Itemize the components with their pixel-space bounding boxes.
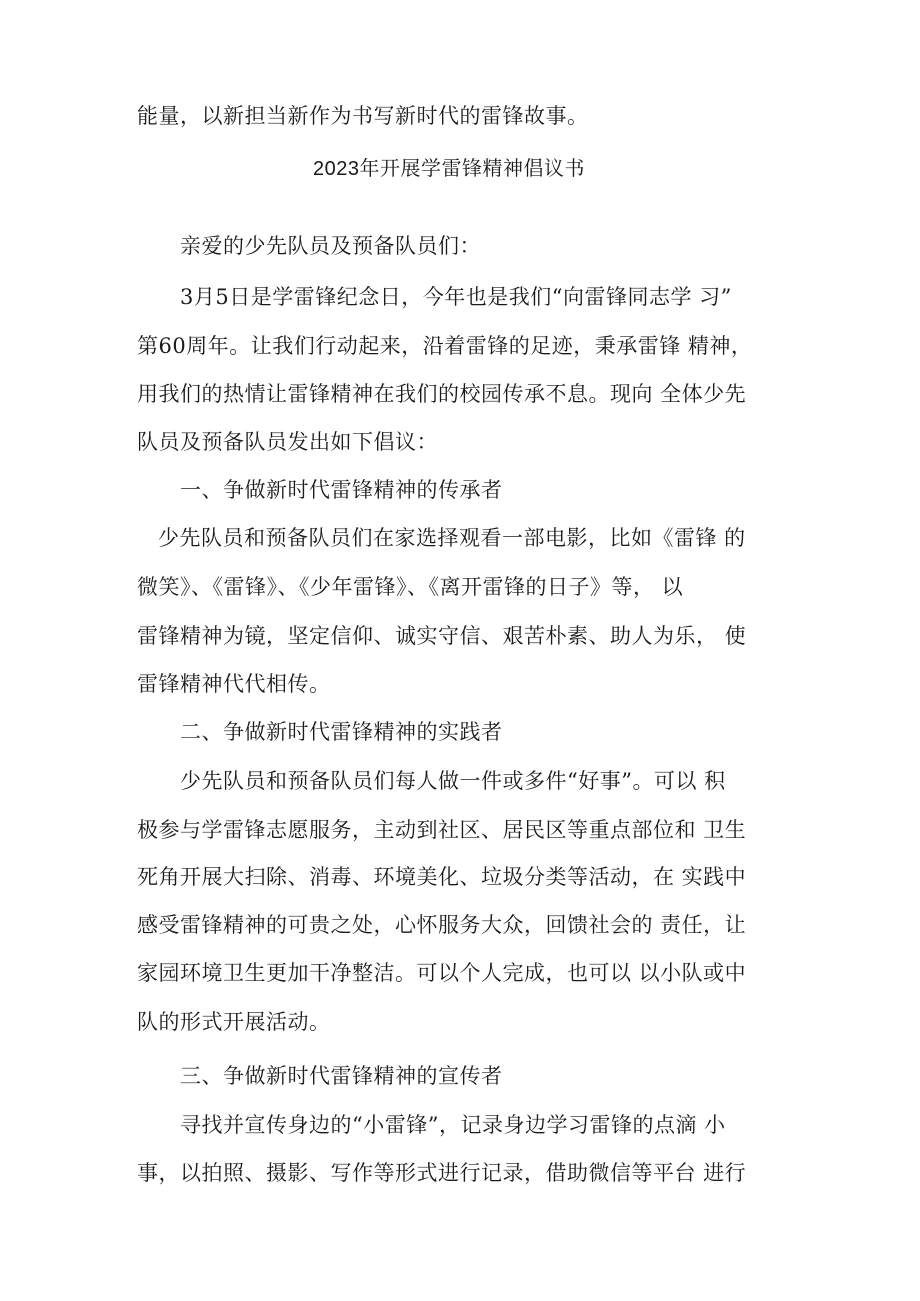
paragraph-line: 第60周年。让我们行动起来，沿着雷锋的足迹，秉承雷锋 精神， — [137, 334, 753, 358]
paragraph-line: 雷锋精神代代相传。 — [137, 672, 331, 696]
paragraph-line: 队员及预备队员发出如下倡议： — [137, 430, 438, 454]
paragraph-line: 3月5日是学雷锋纪念日，今年也是我们“向雷锋同志学 习” — [180, 285, 732, 309]
paragraph-line: 感受雷锋精神的可贵之处，心怀服务大众，回馈社会的 责任，让 — [137, 913, 747, 937]
paragraph-line: 死角开展大扫除、消毒、环境美化、垃圾分类等活动，在 实践中 — [137, 865, 747, 889]
paragraph-line: 雷锋精神为镜，坚定信仰、诚实守信、艰苦朴素、助人为乐， 使 — [137, 624, 747, 648]
section-heading: 二、争做新时代雷锋精神的实践者 — [180, 720, 503, 744]
paragraph-line: 家园环境卫生更加干净整洁。可以个人完成，也可以 以小队或中 — [137, 961, 747, 985]
document-title: 2023年开展学雷锋精神倡议书 — [313, 158, 585, 180]
paragraph-line: 少先队员和预备队员们在家选择观看一部电影，比如《雷锋 的 — [158, 526, 746, 550]
paragraph-line: 少先队员和预备队员们每人做一件或多件“好事”。可以 积 — [180, 769, 726, 793]
paragraph-line: 队的形式开展活动。 — [137, 1010, 331, 1034]
paragraph-line: 寻找并宣传身边的“小雷锋”，记录身边学习雷锋的点滴 小 — [180, 1113, 726, 1137]
paragraph-line: 用我们的热情让雷锋精神在我们的校园传承不息。现向 全体少先 — [137, 382, 747, 406]
salutation: 亲爱的少先队员及预备队员们： — [180, 234, 481, 258]
paragraph-line: 事，以拍照、摄影、写作等形式进行记录，借助微信等平台 进行 — [137, 1161, 747, 1185]
paragraph-line: 极参与学雷锋志愿服务，主动到社区、居民区等重点部位和 卫生 — [137, 818, 747, 842]
section-heading: 三、争做新时代雷锋精神的宣传者 — [180, 1064, 503, 1088]
section-heading: 一、争做新时代雷锋精神的传承者 — [180, 478, 503, 502]
paragraph-line: 能量，以新担当新作为书写新时代的雷锋故事。 — [137, 104, 589, 128]
paragraph-line: 微笑》、《雷锋》、《少年雷锋》、《离开雷锋的日子》等， 以 — [137, 575, 684, 599]
